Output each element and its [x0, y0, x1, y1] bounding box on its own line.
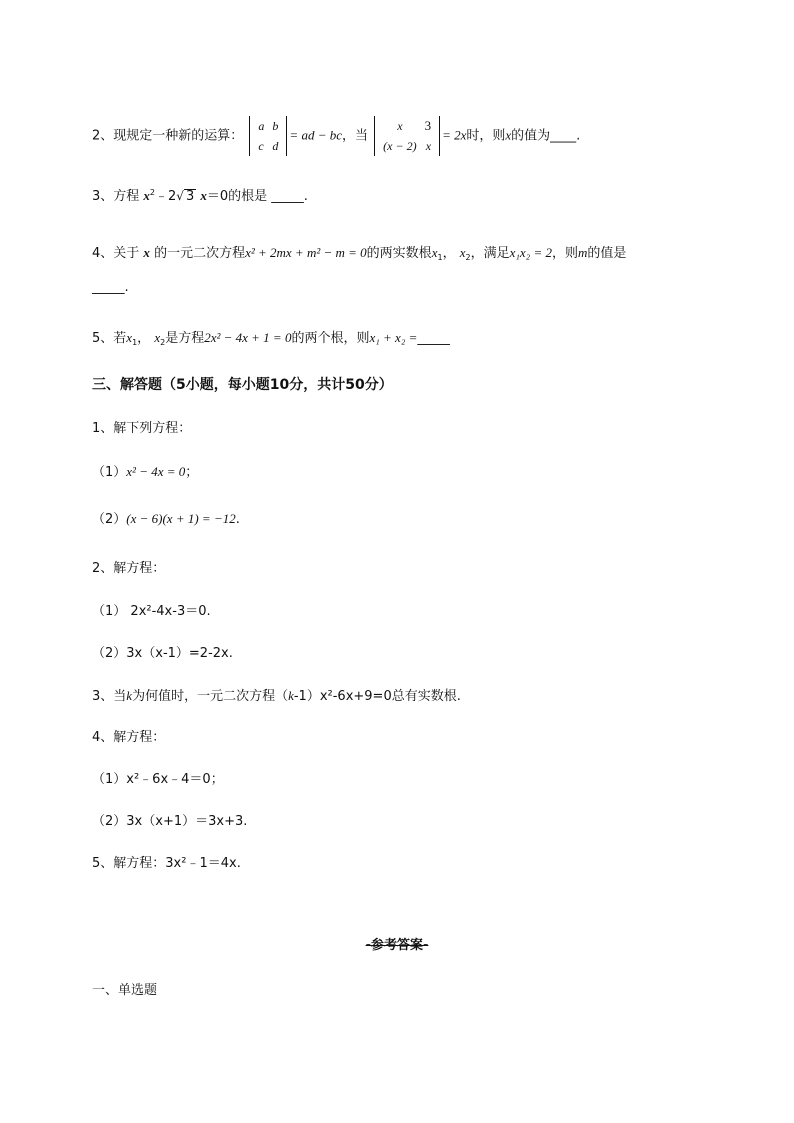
p2-s1-end: . [206, 604, 211, 619]
problem-2-part-2 [92, 644, 233, 664]
q3-tail: 的根是 _____. [228, 189, 308, 204]
problem-2-title: 2、解方程： [92, 561, 166, 576]
q5-root2: x [154, 330, 161, 345]
determinant-definition [249, 116, 287, 156]
det1-c: c [258, 139, 264, 153]
problem-3 [92, 686, 461, 707]
question-5 [92, 328, 450, 349]
q5-sep: ， [137, 331, 151, 346]
p1-s1-label: （1） [92, 465, 127, 480]
p5-lead: 5、解方程： [92, 856, 166, 871]
q4-root1-sub: 1 [437, 253, 443, 262]
q3-lead: 3、方程 [92, 189, 140, 204]
q4-eq: x² + 2mx + m² − m = 0 [245, 245, 367, 260]
q4-t2: ，满足 [470, 246, 510, 261]
question-3: 3、方程 $x^2﹣2√$ 3 x＝0的根是 _____. [92, 188, 308, 204]
p1-s2-eq: (x − 6)(x + 1) = −12 [126, 511, 236, 526]
problem-4-title: 4、解方程： [92, 730, 166, 745]
p4-s2-label: （2） [92, 814, 127, 829]
q5-t2: 的两个根，则 [291, 331, 370, 346]
q2-tail2: 的值为____. [511, 128, 581, 144]
p2-s2-label: （2） [92, 646, 127, 661]
det1-a: a [258, 119, 265, 133]
q5-root2-sub: 2 [160, 338, 166, 347]
det2-a: x [397, 119, 403, 133]
p1-s2-label: （2） [92, 512, 127, 527]
q4-blank: _____. [92, 280, 129, 295]
question-4-blank [92, 278, 129, 298]
problem-4-part-2 [92, 812, 247, 832]
p3-tail: 总有实数根. [391, 689, 461, 704]
q4-t1: 的两实数根 [366, 246, 432, 261]
problem-4-part-1 [92, 770, 224, 790]
question-4 [92, 243, 626, 264]
q3-eq-x: x [143, 188, 150, 203]
q5-root1: x [126, 330, 133, 345]
q5-eq: 2x² − 4x + 1 = 0 [204, 330, 292, 345]
p3-k2: k [288, 688, 294, 703]
problem-1-title: 1、解下列方程： [92, 421, 192, 436]
q2-rhs1: = ad − bc [289, 127, 342, 143]
q2-tail1: 时，则 [466, 128, 506, 144]
q4-lead: 4、关于 [92, 246, 140, 261]
question-2 [92, 116, 580, 156]
p3-eq: -1）x²-6x+9=0 [293, 689, 392, 704]
problem-1-part-2 [92, 509, 240, 530]
p2-s2-end: . [228, 646, 233, 661]
p1-s1-end: ； [185, 465, 199, 480]
q4-cond: x₁x₂ = 2 [509, 245, 552, 260]
q4-mid: 的一元二次方程 [154, 246, 246, 261]
p5-end: . [236, 856, 241, 871]
q5-sum: x₁ + x₂ = [369, 330, 418, 345]
det2-d: x [425, 139, 432, 153]
p4-s1-end: ； [210, 772, 224, 787]
det2-c: (x − 2) [383, 139, 417, 153]
answers-section-1: 一、单选题 [92, 983, 158, 998]
problem-1-part-1 [92, 462, 198, 483]
q4-t3: ，则 [551, 246, 578, 261]
q3-eq-exp: 2 [149, 188, 156, 197]
q4-root2-sub: 2 [465, 253, 471, 262]
q2-lead: 2、现规定一种新的运算： [92, 128, 244, 144]
q2-rhs2: = 2x [442, 127, 467, 143]
q5-t1: 是方程 [165, 331, 205, 346]
q3-eq-minus: ﹣2 [155, 189, 177, 204]
determinant-condition [374, 116, 440, 156]
q4-root1: x [431, 245, 438, 260]
q3-eq-zero: ＝0 [206, 189, 229, 204]
q5-root1-sub: 1 [132, 338, 138, 347]
p3-lead: 3、当 [92, 689, 127, 704]
p4-s2-eq: 3x（x+1）＝3x+3 [126, 814, 244, 829]
q4-root2: x [459, 245, 466, 260]
p3-k: k [126, 688, 133, 703]
det1-d: d [272, 139, 279, 153]
p4-s1-label: （1） [92, 772, 127, 787]
section-3-title: 三、解答题（5小题，每小题10分，共计50分） [92, 377, 393, 393]
q4-t4: 的值是 [587, 246, 627, 261]
p2-s1-eq: 2x²-4x-3＝0 [130, 604, 207, 619]
p4-s1-eq: x²﹣6x﹣4＝0 [126, 772, 211, 787]
q3-sqrt: 3 [185, 189, 195, 204]
p4-s2-end: . [243, 814, 248, 829]
p1-s1-eq: x² − 4x = 0 [126, 464, 186, 479]
p2-s2-eq: 3x（x-1）=2-2x [126, 646, 229, 661]
p1-s2-end: . [235, 512, 240, 527]
problem-2-part-1 [92, 602, 211, 622]
problem-5 [92, 854, 241, 874]
q2-var: x [505, 127, 512, 143]
q4-sep: ， [442, 246, 456, 261]
det1-b: b [272, 119, 279, 133]
p3-mid: 为何值时，一元二次方程（ [132, 689, 289, 704]
q2-mid: ，当 [342, 128, 369, 144]
det2-b: 3 [424, 118, 432, 133]
q3-eq-x2: x [200, 188, 207, 203]
q5-blank: _____ [417, 331, 450, 346]
p2-s1-label: （1） [92, 604, 127, 619]
q5-lead: 5、若 [92, 331, 127, 346]
p5-eq: 3x²﹣1＝4x [165, 856, 237, 871]
q4-var: x [143, 245, 150, 260]
answers-title: -参考答案- [365, 938, 429, 953]
q4-m: m [577, 245, 588, 260]
